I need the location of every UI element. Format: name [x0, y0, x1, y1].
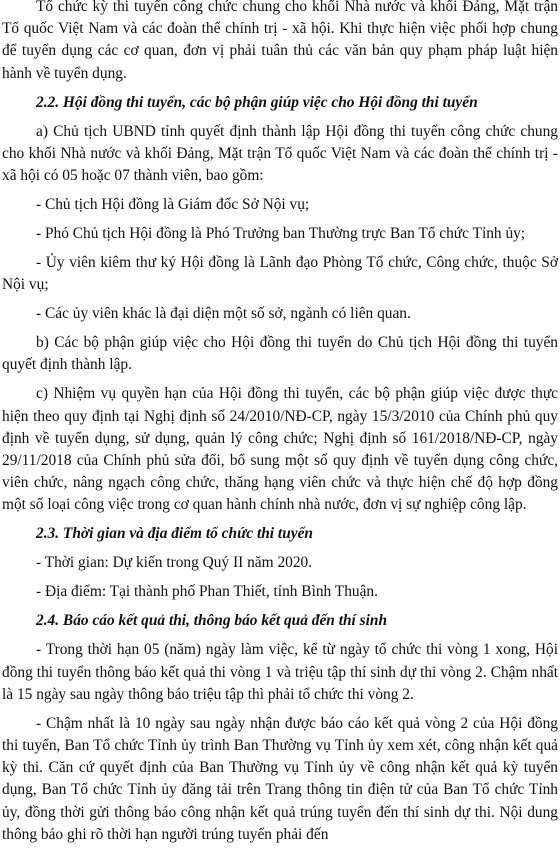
- section-heading-2-4: 2.4. Báo cáo kết quả thi, thông báo kết quả đến thí sinh: [36, 612, 388, 630]
- list-item-time: - Thời gian: Dự kiến trong Quý II năm 2020.: [36, 554, 313, 572]
- paragraph-2-4-first: - Trong thời hạn 05 (năm) ngày làm việc, kể từ ngày tổ chức thi vòng 1 xong, Hội đồng thi tuyển thông báo kết quả thi vòng 1 và triệu tập thí sinh dự thi vòng 2. Chậm nhất là 15 ngày sau ngày thông báo triệu tập thì phải tổ chức thi vòng 2.: [2, 641, 558, 703]
- intro-paragraph: Tổ chức kỳ thi tuyển công chức chung cho khối Nhà nước và khối Đảng, Mặt trận Tổ quốc Việt Nam và các đoàn thể chính trị - xã hội. Khi thực hiện việc phối hợp chung để tuyển dụng các cơ quan, đơn vị phải tuân thủ các văn bản quy phạm pháp luật hiện hành về tuyển dụng.: [2, 0, 558, 82]
- paragraph-2-2-b: b) Các bộ phận giúp việc cho Hội đồng thi tuyển do Chủ tịch Hội đồng thi tuyển quyết định thành lập.: [2, 334, 558, 374]
- section-heading-2-2: 2.2. Hội đồng thi tuyển, các bộ phận giúp việc cho Hội đồng thi tuyển: [36, 93, 478, 111]
- list-item-members: - Các ủy viên khác là đại diện một số sở, ngành có liên quan.: [36, 305, 411, 323]
- paragraph-2-4-second: - Chậm nhất là 10 ngày sau ngày nhận được báo cáo kết quả vòng 2 của Hội đồng thi tuyển, Ban Tổ chức Tỉnh ủy trình Ban Thường vụ Tỉnh ủy xem xét, công nhận kết quả kỳ thi. Căn cứ quyết định của Ban Thường vụ Tỉnh ủy về công nhận kết quả kỳ tuyển dụng, Ban Tổ chức Tỉnh ủy đăng tải trên Trang thông tin điện tử của Ban Tổ chức Tỉnh ủy, đồng thời gửi thông báo công nhận kết quả trúng tuyển đến thí sinh dự thi. Nội dung thông báo ghi rõ thời hạn người trúng tuyển phải đến: [2, 714, 558, 843]
- list-item-location: - Địa điểm: Tại thành phố Phan Thiết, tỉnh Bình Thuận.: [36, 583, 378, 601]
- section-heading-2-3: 2.3. Thời gian và địa điểm tổ chức thi tuyển: [36, 525, 313, 543]
- paragraph-2-2-a: a) Chủ tịch UBND tỉnh quyết định thành lập Hội đồng thi tuyển công chức chung cho khối Nhà nước và khối Đảng, Mặt trận Tổ quốc Việt Nam và các đoàn thể chính trị - xã hội có 05 hoặc 07 thành viên, bao gồm:: [2, 122, 558, 185]
- list-item-secretary: - Ủy viên kiêm thư ký Hội đồng là Lãnh đạo Phòng Tổ chức, Công chức, thuộc Sở Nội vụ;: [2, 254, 558, 294]
- paragraph-2-2-c: c) Nhiệm vụ quyền hạn của Hội đồng thi tuyển, các bộ phận giúp việc được thực hiện theo quy định tại Nghị định số 24/2010/NĐ-CP, ngày 15/3/2010 của Chính phủ quy định về tuyển dụng, sử dụng, quản lý công chức; Nghị định số 161/2018/NĐ-CP, ngày 29/11/2018 của Chính phủ sửa đổi, bổ sung một số quy định về tuyển dụng công chức, viên chức, nâng ngạch công chức, thăng hạng viên chức và thực hiện chế độ hợp đồng một số loại công việc trong cơ quan hành chính nhà nước, đơn vị sự nghiệp công lập.: [2, 385, 558, 514]
- list-item-vice-chairman: - Phó Chủ tịch Hội đồng là Phó Trưởng ban Thường trực Ban Tổ chức Tỉnh ủy;: [36, 225, 526, 243]
- list-item-chairman: - Chủ tịch Hội đồng là Giám đốc Sở Nội vụ;: [36, 196, 310, 214]
